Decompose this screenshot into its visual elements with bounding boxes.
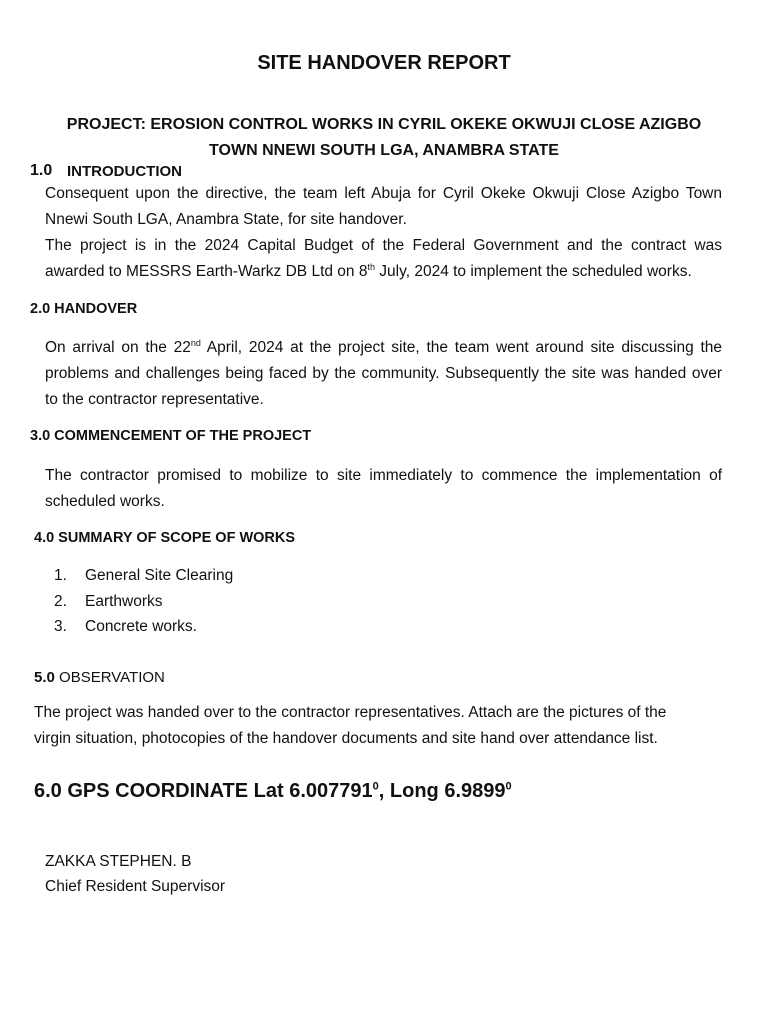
section-3-body: The contractor promised to mobilize to site immediately to commence the implementation of scheduled works. bbox=[45, 467, 722, 510]
signatory-name: ZAKKA STEPHEN. B bbox=[45, 853, 192, 870]
handover-paragraph bbox=[45, 335, 722, 413]
section-5-body: The project was handed over to the contractor representatives. Attach are the pictures of the virgin situation, photocopies of the handover documents and site hand over attendance list. bbox=[34, 704, 667, 747]
gps-coordinate bbox=[34, 780, 512, 803]
degree-superscript: 0 bbox=[372, 780, 379, 793]
section-2-body bbox=[45, 335, 722, 413]
section-1-body bbox=[45, 181, 722, 285]
scope-list bbox=[54, 567, 233, 644]
section-3-heading: 3.0 COMMENCEMENT OF THE PROJECT bbox=[30, 428, 312, 444]
handover-text-end: April, 2024 at the project site, the team went around site discussing the problems and challenges being faced by the community. Subsequently the site was handed over to the contractor representative. bbox=[45, 339, 722, 408]
gps-longitude: , Long 6.9899 bbox=[378, 780, 506, 802]
project-title-line1: PROJECT: EROSION CONTROL WORKS IN CYRIL OKEKE OKWUJI CLOSE AZIGBO bbox=[66, 116, 702, 133]
intro-paragraph-1: Consequent upon the directive, the team left Abuja for Cyril Okeke Okwuji Close Azigbo Town Nnewi South LGA, Anambra State, for site handover. bbox=[45, 185, 722, 228]
section-1-number: 1.0 bbox=[30, 162, 53, 179]
project-title-line2: TOWN NNEWI SOUTH LGA, ANAMBRA STATE bbox=[209, 142, 559, 159]
degree-superscript: 0 bbox=[505, 780, 512, 793]
list-item-text: Concrete works. bbox=[85, 618, 197, 635]
list-item bbox=[54, 618, 233, 644]
intro-paragraph-2-text-end: July, 2024 to implement the scheduled works. bbox=[375, 263, 692, 280]
section-5-number: 5.0 bbox=[34, 669, 55, 686]
gps-latitude: 6.0 GPS COORDINATE Lat 6.007791 bbox=[34, 780, 373, 802]
report-title: SITE HANDOVER REPORT bbox=[257, 52, 511, 74]
list-item bbox=[54, 567, 233, 593]
list-item bbox=[54, 593, 233, 619]
intro-paragraph-2-text: The project is in the 2024 Capital Budget of the Federal Government and the contract was awarded to MESSRS Earth-Warkz DB Ltd on 8 bbox=[45, 237, 722, 280]
section-5-heading-text: OBSERVATION bbox=[54, 669, 165, 686]
intro-paragraph-2 bbox=[45, 233, 722, 285]
ordinal-suffix: th bbox=[367, 261, 375, 272]
signatory-role: Chief Resident Supervisor bbox=[45, 878, 226, 895]
list-item-text: General Site Clearing bbox=[85, 567, 234, 584]
handover-text: On arrival on the 22 bbox=[45, 339, 191, 356]
section-1-heading: INTRODUCTION bbox=[67, 163, 182, 180]
section-2-heading: 2.0 HANDOVER bbox=[30, 301, 138, 317]
list-item-text: Earthworks bbox=[85, 592, 163, 610]
list-number: 2. bbox=[54, 592, 67, 610]
list-number: 3. bbox=[54, 618, 67, 635]
project-title bbox=[40, 112, 728, 164]
ordinal-suffix: nd bbox=[190, 337, 201, 348]
list-number: 1. bbox=[54, 567, 67, 584]
section-4-heading: 4.0 SUMMARY OF SCOPE OF WORKS bbox=[34, 530, 296, 546]
section-5-heading bbox=[34, 669, 165, 686]
signature-block bbox=[45, 849, 225, 899]
